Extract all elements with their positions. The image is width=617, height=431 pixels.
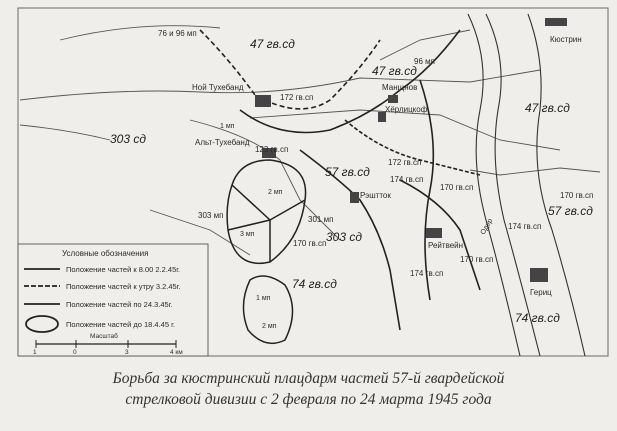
label-noy-tukheband: Ной Тухебанд [192, 83, 244, 92]
unit-label: 1 мп [256, 295, 271, 302]
unit-label: 174 гв.сп [508, 222, 542, 231]
label-kustrin: Кюстрин [550, 35, 582, 44]
unit-label: 2 мп [268, 189, 283, 196]
settlement-kustrin [545, 18, 567, 26]
unit-label: 74 гв.сд [292, 277, 337, 291]
label-kherlitskof: Хёрлицкоф [385, 105, 428, 114]
unit-label: 303 сд [110, 132, 146, 146]
unit-label: 170 гв.сп [560, 191, 594, 200]
scale-tick: 4 км [170, 349, 183, 356]
unit-label: 174 гв.сп [390, 175, 424, 184]
label-alt-tukheband: Альт-Тухебанд [195, 138, 250, 147]
settlement-reytveyn [426, 228, 442, 238]
label-reytveyn: Рейтвейн [428, 241, 464, 250]
scale-label: Масштаб [90, 333, 118, 340]
scale-tick: 1 [33, 349, 37, 356]
label-reshttok: Рэштток [360, 191, 391, 200]
unit-label: 170 гв.сп [460, 255, 494, 264]
legend-item-4: Положение частей до 18.4.45 г. [66, 320, 175, 329]
unit-label: 301 мп [308, 215, 334, 224]
unit-label: 76 и 96 мп [158, 29, 197, 38]
unit-label: 47 гв.сд [525, 101, 570, 115]
label-mantshnov: Манщнов [382, 83, 418, 92]
settlement-noy-tukheband [255, 95, 271, 107]
unit-label: 303 сд [326, 230, 362, 244]
unit-label: 172 гв.сп [388, 158, 422, 167]
legend [18, 244, 208, 356]
unit-label: 170 гв.сп [440, 183, 474, 192]
unit-label: 47 гв.сд [372, 64, 417, 78]
figure-caption [0, 368, 617, 410]
settlement-gerits [530, 268, 548, 282]
caption-line-1: Борьба за кюстринский плацдарм частей 57-й гвардейской [112, 370, 505, 387]
legend-item-2: Положение частей к утру 3.2.45г. [66, 282, 181, 291]
caption-line-2: стрелковой дивизии с 2 февраля по 24 марта 1945 года [125, 391, 492, 408]
unit-label: 3 мп [240, 231, 255, 238]
scale-tick: 0 [73, 349, 77, 356]
legend-item-3: Положение частей по 24.3.45г. [66, 300, 173, 309]
river-label: Одер [479, 217, 495, 236]
scale-tick: 3 [125, 349, 129, 356]
unit-label: 123 гв.сп [255, 145, 289, 154]
unit-label: 170 гв.сп [293, 239, 327, 248]
unit-label: 57 гв.сд [548, 204, 593, 218]
unit-label: 172 гв.сп [280, 93, 314, 102]
unit-label: 303 мп [198, 211, 224, 220]
settlement-mantshnov [388, 95, 398, 103]
legend-title: Условные обозначения [62, 249, 149, 258]
unit-label: 2 мп [262, 323, 277, 330]
label-gerits: Гериц [530, 288, 552, 297]
unit-label: 96 мп [414, 57, 435, 66]
unit-label: 74 гв.сд [515, 311, 560, 325]
unit-label: 174 гв.сп [410, 269, 444, 278]
unit-label: 1 мп [220, 123, 235, 130]
settlement-reshttok [350, 192, 359, 203]
unit-label: 57 гв.сд [325, 165, 370, 179]
legend-item-1: Положение частей к 8.00 2.2.45г. [66, 265, 181, 274]
unit-label: 47 гв.сд [250, 37, 295, 51]
